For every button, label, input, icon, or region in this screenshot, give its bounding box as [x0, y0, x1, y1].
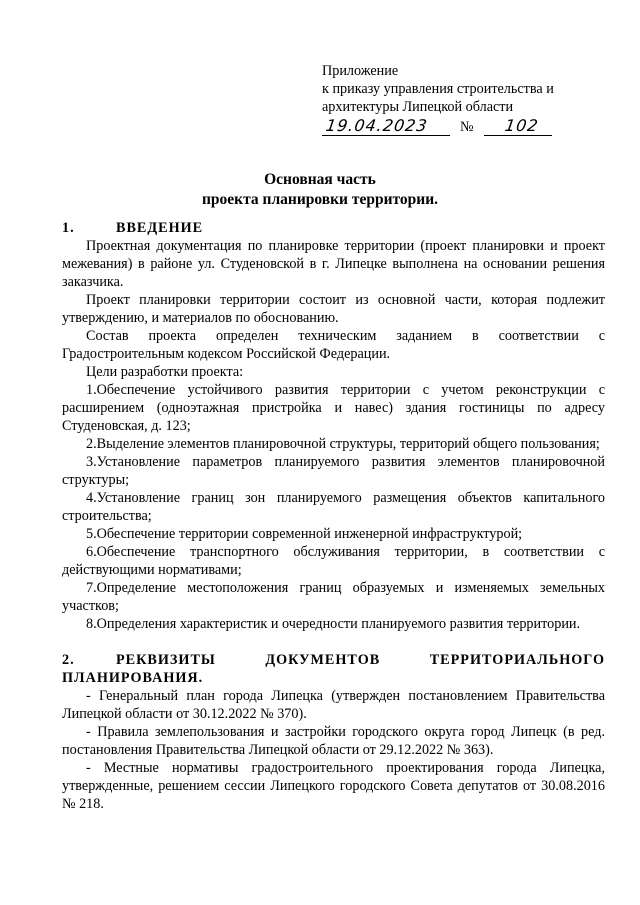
- section1-paragraph: 6.Обеспечение транспортного обслуживания территории, в соответствии с действующими нормативами;: [62, 544, 605, 578]
- section2-paragraph: - Местные нормативы градостроительного проектирования города Липецка, утвержденные, решением сессии Липецкого городского Совета депутатов от 30.08.2016 № 218.: [62, 760, 605, 812]
- section2-paragraph: - Правила землепользования и застройки городского округа город Липецк (в ред. постановления Правительства Липецкой области от 29.12.2022 № 363).: [62, 724, 605, 758]
- order-date-number-line: [322, 116, 622, 138]
- section1-paragraph: 3.Установление параметров планируемого развития элементов планировочной структуры;: [62, 454, 605, 488]
- handwritten-date: 19.04.2023: [324, 116, 430, 135]
- appendix-line-2: к приказу управления строительства и: [322, 81, 554, 97]
- number-sign: №: [460, 119, 474, 135]
- section1-paragraph: Состав проекта определен техническим заданием в соответствии с Градостроительным кодексом Российской Федерации.: [62, 328, 605, 362]
- date-underline: [322, 135, 450, 136]
- section-2-content: [62, 687, 605, 813]
- section1-paragraph: 7.Определение местоположения границ образуемых и изменяемых земельных участков;: [62, 580, 605, 614]
- handwritten-order-number: 102: [503, 116, 540, 135]
- section1-paragraph: Цели разработки проекта:: [86, 364, 244, 380]
- appendix-line-1: Приложение: [322, 63, 399, 79]
- section1-paragraph: 2.Выделение элементов планировочной структуры, территорий общего пользования;: [86, 436, 600, 452]
- section1-paragraph: Проект планировки территории состоит из основной части, которая подлежит утверждению, и материалов по обоснованию.: [62, 292, 605, 326]
- document-body: [62, 219, 605, 813]
- appendix-header: [322, 62, 622, 138]
- section2-paragraph: - Генеральный план города Липецка (утвержден постановлением Правительства Липецкой области от 30.12.2022 № 370).: [62, 688, 605, 722]
- section-1-heading: [62, 219, 605, 237]
- section1-paragraph: 4.Установление границ зон планируемого размещения объектов капитального строительства;: [62, 490, 605, 524]
- section1-paragraph: 5.Обеспечение территории современной инженерной инфраструктурой;: [86, 526, 523, 542]
- section-1-number: 1.: [62, 220, 75, 236]
- section1-paragraph: Проектная документация по планировке территории (проект планировки и проект межевания) в районе ул. Студеновской в г. Липецке выполнена на основании решения заказчика.: [62, 238, 605, 290]
- section-1-content: [62, 237, 605, 633]
- number-underline: [484, 135, 552, 136]
- section-2-heading: [62, 651, 605, 687]
- section1-paragraph: 1.Обеспечение устойчивого развития территории с учетом реконструкции с расширением (одноэтажная пристройка и навес) здания гостиницы по адресу Студеновская, д. 123;: [62, 382, 605, 434]
- title-line-1: Основная часть: [264, 171, 376, 188]
- section-2-title: РЕКВИЗИТЫ ДОКУМЕНТОВ ТЕРРИТОРИАЛЬНОГО ПЛАНИРОВАНИЯ.: [62, 652, 605, 686]
- appendix-line-3: архитектуры Липецкой области: [322, 99, 514, 115]
- title-line-2: проекта планировки территории.: [201, 191, 439, 208]
- section-2-number: 2.: [62, 652, 75, 668]
- document-title: [0, 170, 640, 210]
- section-1-title: ВВЕДЕНИЕ: [116, 220, 204, 236]
- section1-paragraph: 8.Определения характеристик и очередности планируемого развития территории.: [86, 616, 581, 632]
- section-gap: [86, 633, 605, 651]
